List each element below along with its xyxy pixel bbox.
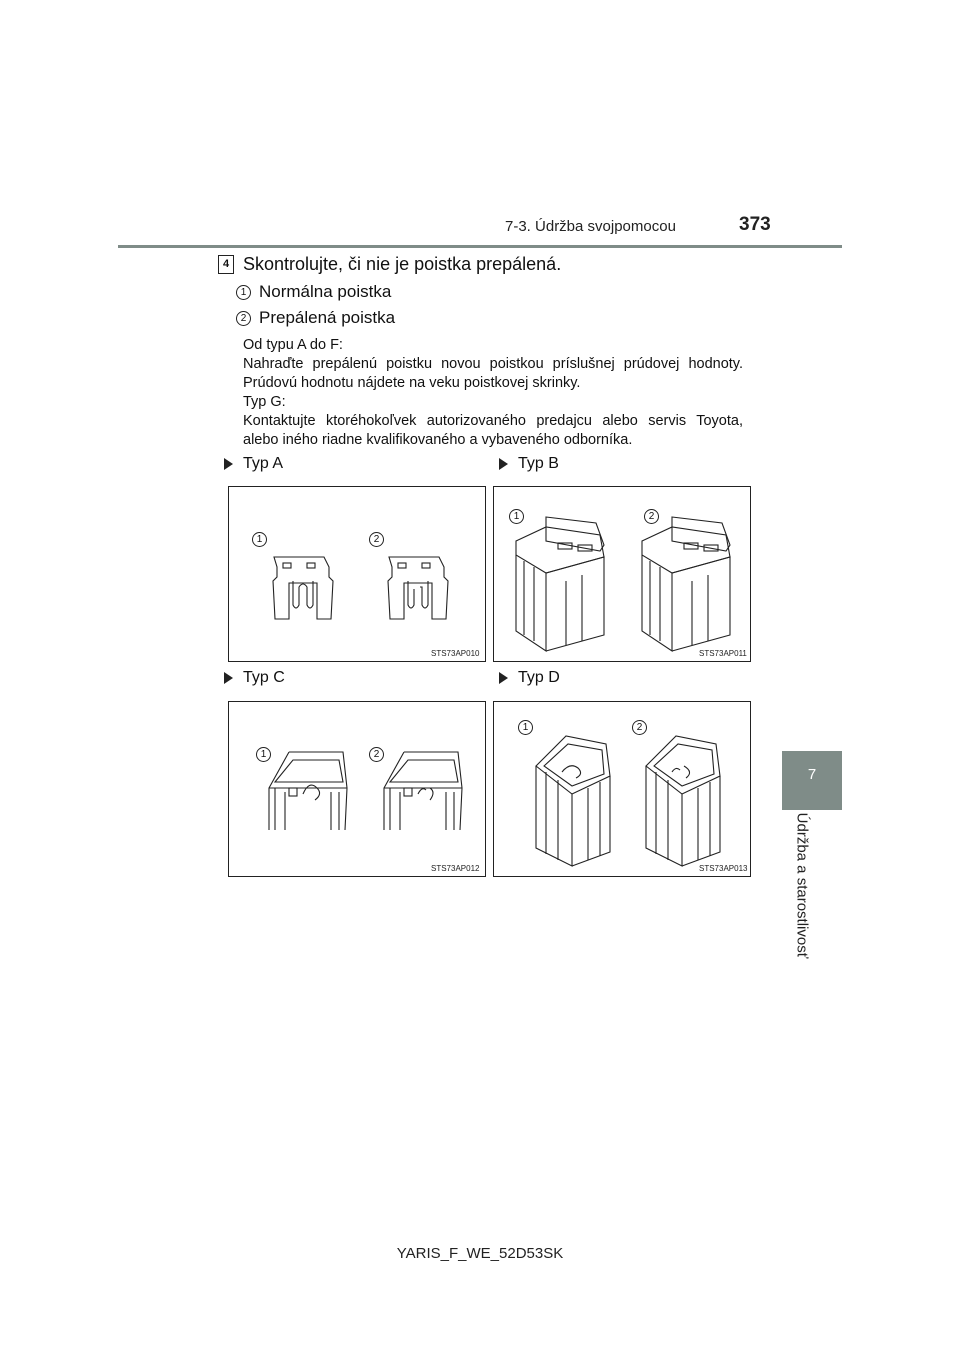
note-1-body: Nahraďte prepálenú poistku novou poistkou príslušnej prúdovej hodnoty. Prúdovú hodnotu nájdete na veku poistkovej skrinky. xyxy=(243,356,743,391)
note-1-title: Od typu A do F: xyxy=(243,337,343,353)
callout-1: 1 xyxy=(252,532,267,547)
step-4-badge xyxy=(218,254,234,274)
figure-type-a xyxy=(228,486,486,662)
note-2-title: Typ G: xyxy=(243,394,286,410)
type-a-label: Typ A xyxy=(243,455,284,472)
item-1-label: Normálna poistka xyxy=(259,282,392,301)
section-title: 7-3. Údržba svojpomocou xyxy=(505,218,676,235)
item-1-callout xyxy=(236,282,251,300)
triangle-bullet-icon xyxy=(224,458,233,470)
step-text: Skontrolujte, či nie je poistka prepálená. xyxy=(243,254,562,274)
type-a-heading xyxy=(224,455,283,473)
figure-code: STS73AP011 xyxy=(699,649,747,658)
step-number: 4 xyxy=(218,255,234,274)
document-code: YARIS_F_WE_52D53SK xyxy=(396,1245,564,1262)
triangle-bullet-icon xyxy=(499,672,508,684)
type-b-label: Typ B xyxy=(518,455,559,472)
callout-2: 2 xyxy=(369,532,384,547)
figure-code: STS73AP010 xyxy=(431,649,480,658)
callout-1: 1 xyxy=(509,509,524,524)
figure-type-c xyxy=(228,701,486,877)
note-2 xyxy=(243,393,743,450)
triangle-bullet-icon xyxy=(499,458,508,470)
note-1 xyxy=(243,336,743,393)
figure-code: STS73AP013 xyxy=(699,864,748,873)
callout-number: 1 xyxy=(236,285,251,300)
header-rule xyxy=(118,245,842,248)
callout-1: 1 xyxy=(518,720,533,735)
figure-code: STS73AP012 xyxy=(431,864,480,873)
callout-2: 2 xyxy=(632,720,647,735)
type-c-label: Typ C xyxy=(243,669,285,686)
fuse-type-a-illustration xyxy=(229,487,485,661)
fuse-type-c-illustration xyxy=(229,702,485,876)
item-2-label: Prepálená poistka xyxy=(259,308,396,327)
chapter-label: Údržba a starostlivosť xyxy=(793,812,811,959)
triangle-bullet-icon xyxy=(224,672,233,684)
callout-1: 1 xyxy=(256,747,271,762)
figure-type-d xyxy=(493,701,751,877)
callout-number: 2 xyxy=(236,311,251,326)
type-b-heading xyxy=(499,455,559,473)
figure-type-b xyxy=(493,486,751,662)
note-2-body: Kontaktujte ktoréhokoľvek autorizovaného predajcu alebo servis Toyota, alebo iného riadne kvalifikovaného a vybaveného odborníka. xyxy=(243,413,743,448)
callout-2: 2 xyxy=(644,509,659,524)
type-d-label: Typ D xyxy=(518,669,560,686)
item-2-callout xyxy=(236,308,251,326)
callout-2: 2 xyxy=(369,747,384,762)
type-d-heading xyxy=(499,669,560,687)
chapter-number: 7 xyxy=(807,766,817,783)
type-c-heading xyxy=(224,669,285,687)
fuse-type-b-illustration xyxy=(494,487,750,661)
page-number: 373 xyxy=(739,214,771,235)
